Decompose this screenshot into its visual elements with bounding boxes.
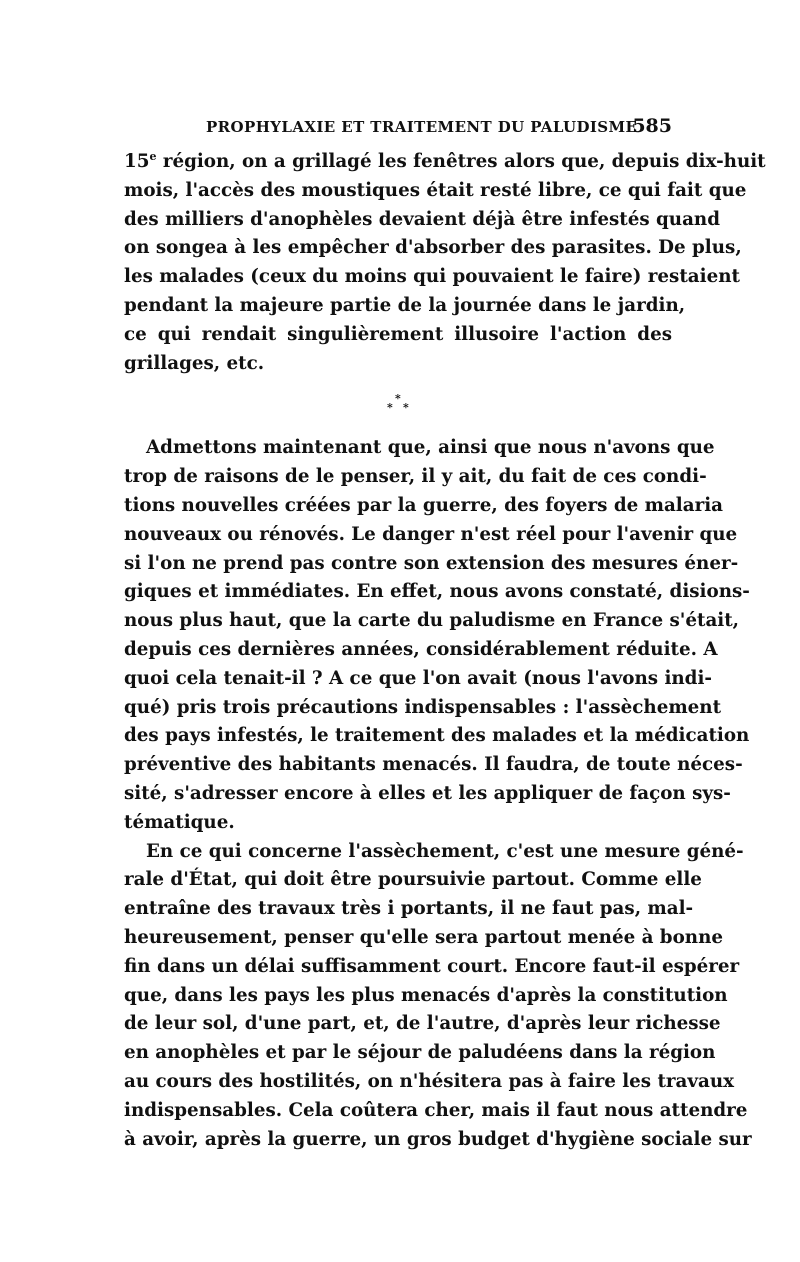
paragraph-3 — [124, 838, 752, 1155]
text-line: on songea à les empêcher d'absorber des parasites. De plus, — [124, 237, 742, 259]
text-line: rale d'État, qui doit être poursuivie partout. Comme elle — [124, 869, 702, 891]
text-line: à avoir, après la guerre, un gros budget d'hygiène sociale sur — [124, 1128, 752, 1150]
running-title: PROPHYLAXIE ET TRAITEMENT DU PALUDISME — [206, 118, 638, 136]
asterism-star-top: * — [395, 392, 401, 406]
text-line: giques et immédiates. En effet, nous avons constaté, disions- — [124, 581, 750, 603]
text-line: fin dans un délai suffisamment court. Encore faut-il espérer — [124, 955, 740, 977]
section-break-asterism — [124, 378, 672, 434]
paragraph-1 — [124, 148, 766, 378]
text-line: au cours des hostilités, on n'hésitera pas à faire les travaux — [124, 1070, 735, 1092]
text-block — [124, 148, 766, 1154]
text-line: qué) pris trois précautions indispensables : l'assèchement — [124, 696, 722, 718]
text-line: heureusement, penser qu'elle sera partout menée à bonne — [124, 926, 723, 948]
text-line: en anophèles et par le séjour de paludéens dans la région — [124, 1042, 716, 1064]
text-line: ce qui rendait singulièrement illusoire l'action des — [124, 323, 672, 345]
asterism-star-left: * — [387, 401, 393, 415]
text-line: entraîne des travaux très i portants, il ne faut pas, mal- — [124, 898, 694, 920]
asterism-star-right: * — [403, 401, 409, 415]
text-line: Admettons maintenant que, ainsi que nous n'avons que — [146, 437, 715, 459]
text-line: sité, s'adresser encore à elles et les appliquer de façon sys- — [124, 782, 731, 804]
text-line: tématique. — [124, 811, 235, 833]
text-line: depuis ces dernières années, considérablement réduite. A — [124, 638, 718, 660]
text-line: des pays infestés, le traitement des malades et la médication — [124, 725, 750, 747]
text-line: En ce qui concerne l'assèchement, c'est une mesure géné- — [146, 840, 744, 862]
text-line: si l'on ne prend pas contre son extension des mesures éner- — [124, 552, 739, 574]
text-line: quoi cela tenait-il ? A ce que l'on avait (nous l'avons indi- — [124, 667, 712, 689]
text-line: que, dans les pays les plus menacés d'après la constitution — [124, 984, 728, 1006]
page-number: 585 — [632, 115, 672, 137]
text-line: préventive des habitants menacés. Il faudra, de toute néces- — [124, 754, 743, 776]
text-line: les malades (ceux du moins qui pouvaient le faire) restaient — [124, 266, 740, 288]
text-line: indispensables. Cela coûtera cher, mais il faut nous attendre — [124, 1099, 748, 1121]
running-head — [124, 115, 672, 140]
text-line: nouveaux ou rénovés. Le danger n'est réel pour l'avenir que — [124, 523, 738, 545]
lead-number: 15 — [124, 151, 150, 172]
text-line: trop de raisons de le penser, il y ait, du fait de ces condi- — [124, 466, 707, 488]
text-line: de leur sol, d'une part, et, de l'autre, d'après leur richesse — [124, 1013, 721, 1035]
text-line — [124, 148, 766, 177]
text-line: tions nouvelles créées par la guerre, des foyers de malaria — [124, 494, 724, 516]
text-line: grillages, etc. — [124, 352, 265, 374]
paragraph-2 — [124, 434, 750, 837]
line-text: région, on a grillagé les fenêtres alors que, depuis dix-huit — [156, 151, 766, 172]
text-line: pendant la majeure partie de la journée dans le jardin, — [124, 294, 686, 316]
lead-ordinal: e — [149, 149, 157, 163]
text-line: des milliers d'anophèles devaient déjà être infestés quand — [124, 208, 721, 230]
text-line: mois, l'accès des moustiques était resté libre, ce qui fait que — [124, 179, 747, 201]
text-line: nous plus haut, que la carte du paludisme en France s'était, — [124, 610, 740, 632]
